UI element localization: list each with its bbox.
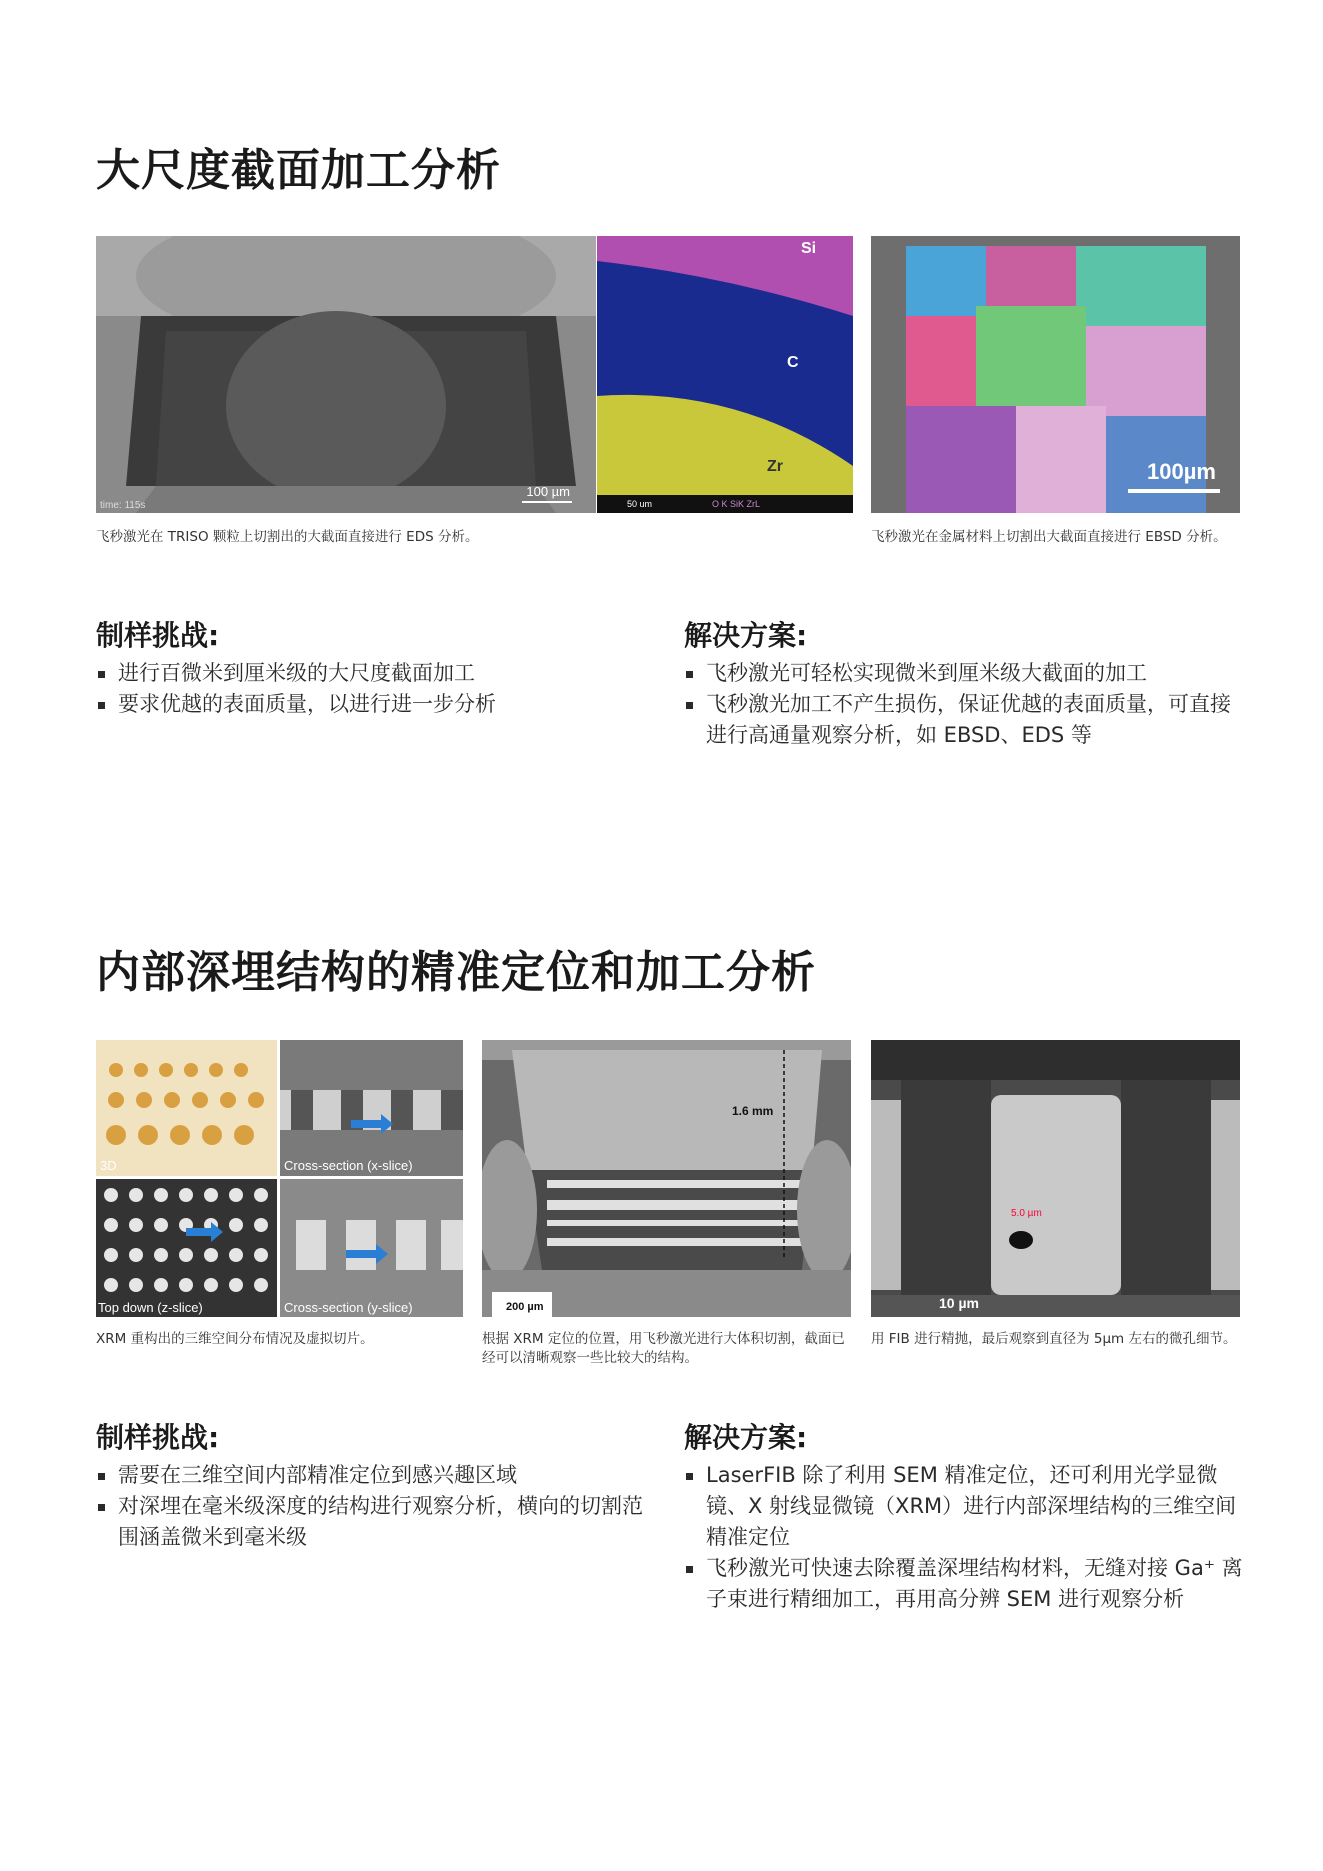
section2-caption-1: XRM 重构出的三维空间分布情况及虚拟切片。: [96, 1331, 374, 1347]
section2-title: 内部深埋结构的精准定位和加工分析: [96, 947, 816, 998]
fib-polish-sem-image: [871, 1040, 1240, 1317]
section1-challenge-title: 制样挑战:: [96, 619, 220, 652]
section2-challenge-list: [96, 1460, 656, 1553]
ebsd-scale-bar: [1128, 489, 1220, 493]
fib-pore-size-label: 5.0 µm: [1011, 1208, 1042, 1219]
eds-zr-label: Zr: [767, 458, 783, 475]
ebsd-scale-label: 100µm: [1147, 459, 1216, 484]
list-item: 进行百微米到厘米级的大尺度截面加工: [96, 658, 656, 689]
section1-solution-list: [684, 658, 1244, 751]
section2-solution-title: 解决方案:: [684, 1421, 808, 1454]
list-item: 飞秒激光加工不产生损伤，保证优越的表面质量，可直接进行高通量观察分析，如 EBSD、EDS 等: [684, 689, 1244, 751]
triso-time-label: time: 115s: [100, 500, 146, 511]
section1-solution-title: 解决方案:: [684, 619, 808, 652]
list-item: 飞秒激光可快速去除覆盖深埋结构材料，无缝对接 Ga⁺ 离子束进行精细加工，再用高分辨 SEM 进行观察分析: [684, 1553, 1244, 1615]
triso-scale-bar: [522, 501, 572, 503]
fib-scale-label: 10 µm: [939, 1295, 979, 1311]
section2-caption-3: 用 FIB 进行精抛，最后观察到直径为 5µm 左右的微孔细节。: [871, 1331, 1237, 1347]
ebsd-map-image: [871, 236, 1240, 513]
xrm-z-slice-label: Top down (z-slice): [98, 1300, 203, 1315]
list-item: 飞秒激光可轻松实现微米到厘米级大截面的加工: [684, 658, 1244, 689]
triso-sem-image: [96, 236, 596, 513]
xrm-y-slice-label: Cross-section (y-slice): [284, 1300, 413, 1315]
section2-solution-list: [684, 1460, 1244, 1615]
list-item: 需要在三维空间内部精准定位到感兴趣区域: [96, 1460, 656, 1491]
list-item: 对深埋在毫米级深度的结构进行观察分析，横向的切割范围涵盖微米到毫米级: [96, 1491, 656, 1553]
list-item: 要求优越的表面质量，以进行进一步分析: [96, 689, 656, 720]
section1-challenge-list: [96, 658, 656, 720]
eds-scale-label: 50 um: [627, 499, 653, 509]
section2-challenge-title: 制样挑战:: [96, 1421, 220, 1454]
eds-c-label: C: [787, 354, 799, 371]
list-item: LaserFIB 除了利用 SEM 精准定位，还可利用光学显微镜、X 射线显微镜（XRM）进行内部深埋结构的三维空间精准定位: [684, 1460, 1244, 1553]
section1-caption-right: 飞秒激光在金属材料上切割出大截面直接进行 EBSD 分析。: [871, 529, 1227, 545]
xrm-x-slice-label: Cross-section (x-slice): [284, 1158, 413, 1173]
laser-depth-label: 1.6 mm: [732, 1104, 774, 1118]
section1-title: 大尺度截面加工分析: [96, 145, 501, 196]
eds-map-image: [597, 236, 853, 513]
triso-scale-label: 100 µm: [526, 484, 570, 499]
laser-cut-sem-image: [482, 1040, 851, 1317]
xrm-3d-label: 3D: [100, 1158, 117, 1173]
eds-si-label: Si: [801, 240, 817, 257]
laser-scale-label: 200 µm: [506, 1301, 544, 1313]
section2-caption-2: 根据 XRM 定位的位置，用飞秒激光进行大体积切割，截面已经可以清晰观察一些比较大的结构。: [482, 1331, 845, 1366]
xrm-composite-image: [96, 1040, 463, 1317]
eds-legend: O K SiK ZrL: [712, 499, 761, 509]
section1-caption-left: 飞秒激光在 TRISO 颗粒上切割出的大截面直接进行 EDS 分析。: [96, 529, 479, 545]
